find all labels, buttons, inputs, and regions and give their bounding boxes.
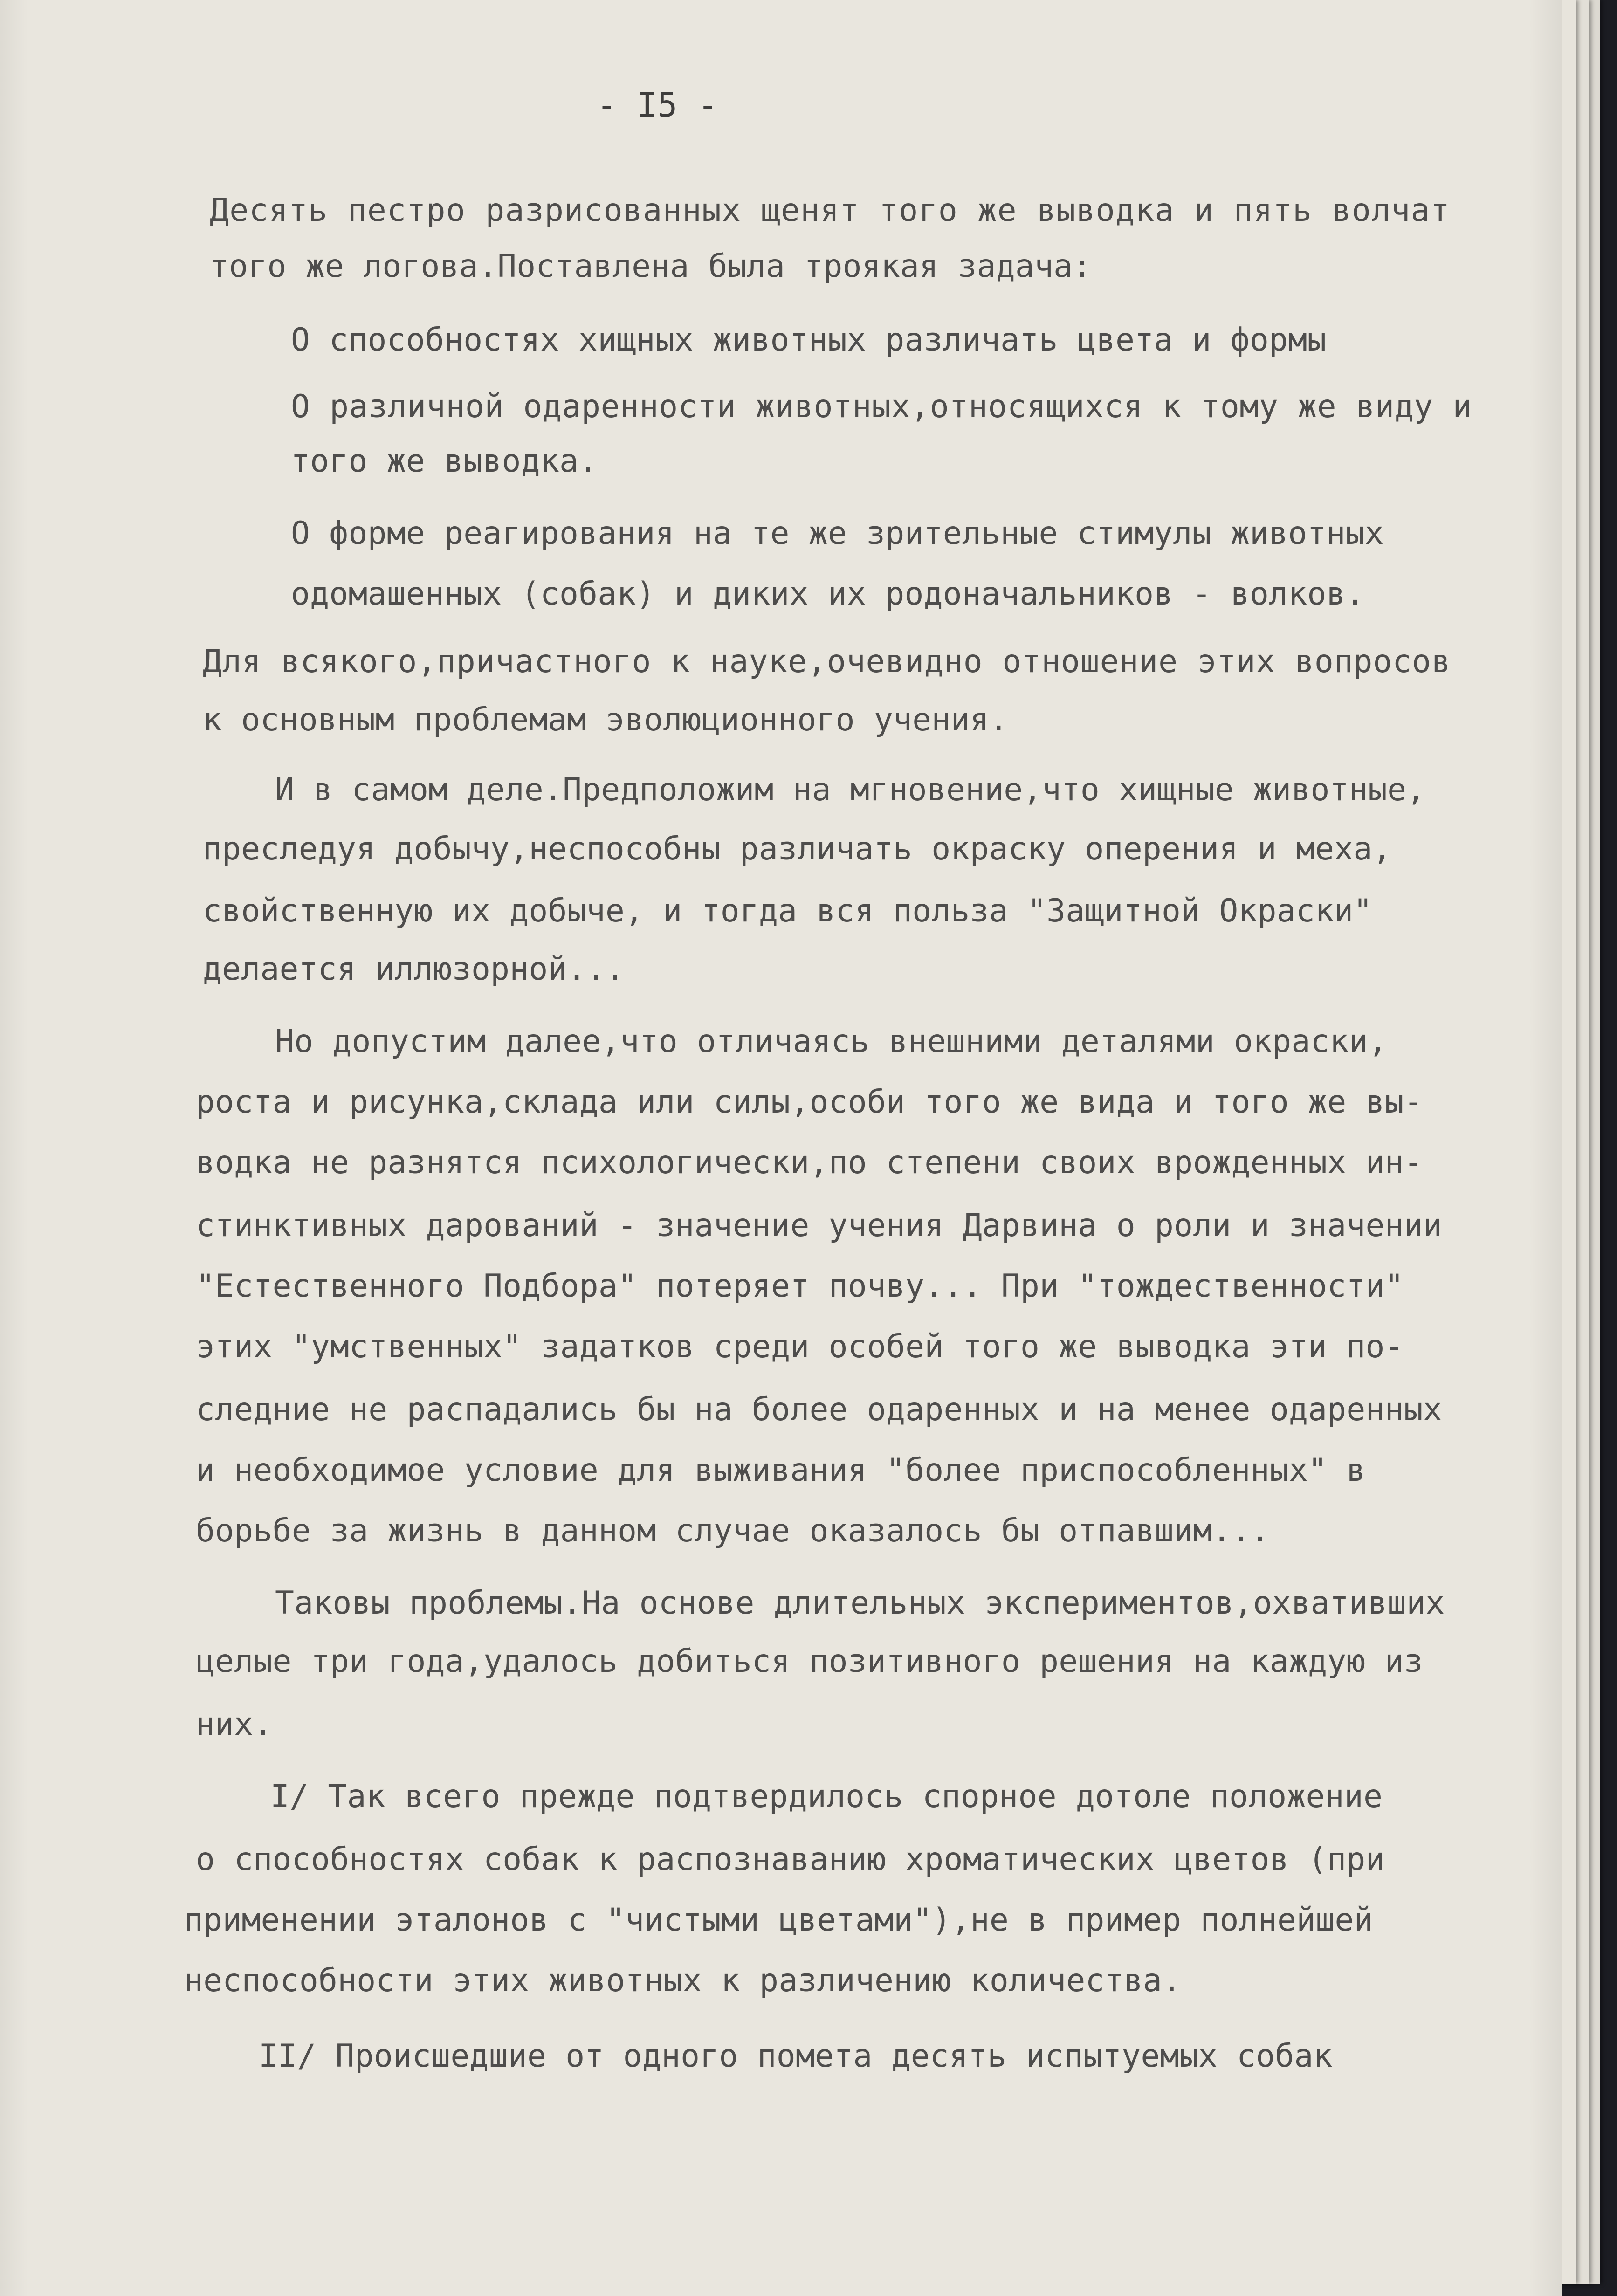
page-number: - I5 -	[597, 85, 718, 124]
text-line: свойственную их добыче, и тогда вся польза "Защитной Окраски"	[203, 893, 1373, 929]
text-line: Но допустим далее,что отличаясь внешними деталями окраски,	[275, 1023, 1388, 1060]
text-line: Таковы проблемы.На основе длительных экспериментов,охвативших	[275, 1585, 1445, 1622]
text-line: этих "умственных" задатков среди особей того же выводка эти по-	[196, 1328, 1404, 1365]
text-line: того же логова.Поставлена была троякая задача:	[210, 248, 1092, 285]
text-line: и необходимое условие для выживания "более приспособленных" в	[196, 1452, 1366, 1489]
text-line: преследуя добычу,неспособны различать окраску оперения и меха,	[203, 831, 1392, 867]
text-line: II/ Происшедшие от одного помета десять испытуемых собак	[259, 2038, 1333, 2075]
text-line: О различной одаренности животных,относящихся к тому же виду и	[291, 388, 1472, 425]
text-line: о способностях собак к распознаванию хроматических цветов (при	[196, 1841, 1385, 1878]
text-line: применении эталонов с "чистыми цветами"),не в пример полнейшей	[184, 1902, 1373, 1939]
text-line: И в самом деле.Предположим на мгновение,что хищные животные,	[275, 771, 1426, 808]
text-line: делается иллюзорной...	[203, 951, 625, 988]
text-line: одомашенных (собак) и диких их родоначальников - волков.	[291, 576, 1365, 612]
text-line: целые три года,удалось добиться позитивного решения на каждую из	[196, 1643, 1423, 1680]
text-line: О форме реагирования на те же зрительные стимулы животных	[291, 515, 1384, 552]
text-line: Для всякого,причастного к науке,очевидно отношение этих вопросов	[203, 643, 1451, 680]
text-line: водка не разнятся психологически,по степени своих врожденных ин-	[196, 1144, 1423, 1181]
text-line: неспособности этих животных к различению количества.	[184, 1962, 1182, 1999]
text-line: I/ Так всего прежде подтвердилось спорное дотоле положение	[270, 1778, 1383, 1815]
text-line: Десять пестро разрисованных щенят того же выводка и пять волчат	[210, 192, 1451, 229]
text-line: роста и рисунка,склада или силы,особи того же вида и того же вы-	[196, 1084, 1423, 1121]
text-line: к основным проблемам эволюционного учения.	[203, 701, 1008, 738]
text-line: следние не распадались бы на более одаренных и на менее одаренных	[196, 1391, 1443, 1428]
text-line: борьбе за жизнь в данном случае оказалось бы отпавшим...	[196, 1512, 1270, 1549]
text-line: них.	[196, 1706, 273, 1743]
text-line: О способностях хищных животных различать цвета и формы	[291, 322, 1327, 358]
text-line: "Естественного Подбора" потеряет почву... При "тождественности"	[196, 1268, 1404, 1305]
text-line: того же выводка.	[291, 443, 598, 480]
text-line: стинктивных дарований - значение учения Дарвина о роли и значении	[196, 1207, 1443, 1244]
